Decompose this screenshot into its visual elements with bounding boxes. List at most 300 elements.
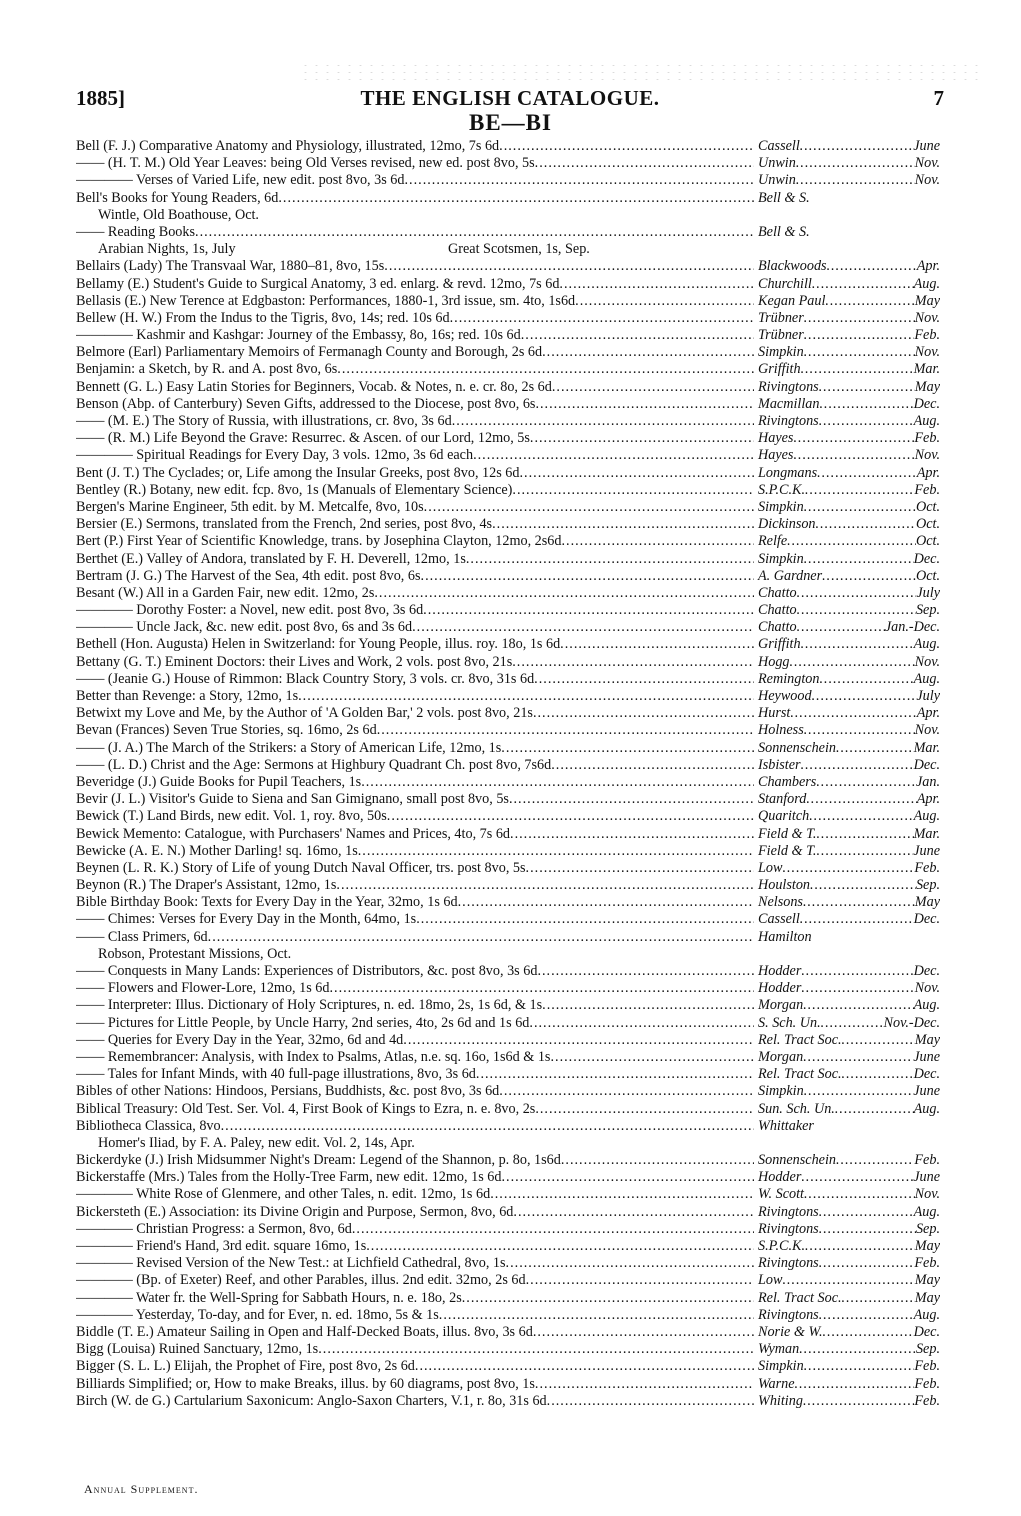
entry-main xyxy=(76,172,754,189)
entry-title: Benjamin: a Sketch, by R. and A. post 8vo, 6s xyxy=(76,361,338,378)
catalogue-entry xyxy=(76,636,940,653)
leader-dots xyxy=(542,344,754,361)
entry-main xyxy=(76,1135,776,1152)
leader-dots xyxy=(842,1032,915,1049)
entry-title-second: Great Scotsmen, 1s, Sep. xyxy=(448,241,590,258)
leader-dots xyxy=(842,1290,915,1307)
leader-dots xyxy=(804,310,915,327)
entry-main xyxy=(76,1066,754,1083)
publication-month: Jan.-Dec. xyxy=(884,619,940,636)
publisher-name: Relfe xyxy=(758,533,788,550)
publication-month: Aug. xyxy=(913,1100,940,1117)
leader-dots xyxy=(821,1015,884,1032)
leader-dots xyxy=(803,997,913,1014)
entry-title: Bickerstaffe (Mrs.) Tales from the Holly-Tree Farm, new edit. 12mo, 1s 6d xyxy=(76,1169,502,1186)
leader-dots xyxy=(501,740,754,757)
publisher-name: Macmillan xyxy=(758,395,820,412)
entry-publisher-column xyxy=(754,1152,940,1169)
publisher-name: Hayes xyxy=(758,430,794,447)
publication-month: Nov. xyxy=(914,447,940,464)
entry-publisher-column xyxy=(754,190,940,207)
entry-main xyxy=(76,1083,754,1100)
entry-main xyxy=(76,1307,754,1324)
leader-dots xyxy=(816,774,916,791)
leader-dots xyxy=(278,190,754,207)
leader-dots xyxy=(790,654,915,671)
catalogue-entry xyxy=(76,808,940,825)
publication-month: May xyxy=(914,1031,940,1048)
entry-main xyxy=(76,1376,754,1393)
catalogue-entry xyxy=(76,705,940,722)
entry-main xyxy=(76,722,754,739)
entry-publisher-column xyxy=(754,1118,940,1135)
publication-month: May xyxy=(914,1238,940,1254)
entry-main xyxy=(76,688,754,705)
publication-month: July xyxy=(916,688,940,704)
leader-dots xyxy=(510,826,754,843)
publication-month: Sep. xyxy=(915,602,940,619)
leader-dots xyxy=(533,705,754,722)
publisher-name: Field & T. xyxy=(758,842,817,859)
leader-dots xyxy=(534,671,754,688)
catalogue-entry xyxy=(76,207,940,224)
publisher-name: A. Gardner xyxy=(758,567,823,584)
publication-month: Feb. xyxy=(914,430,940,447)
catalogue-entry xyxy=(76,1393,940,1410)
catalogue-entry xyxy=(76,190,940,207)
publisher-name: Sonnenschein xyxy=(758,739,837,756)
leader-dots xyxy=(801,980,914,997)
entry-title: Bewick Memento: Catalogue, with Purchasers' Names and Prices, 4to, 7s 6d xyxy=(76,825,511,842)
entry-title: Belmore (Earl) Parliamentary Memoirs of Fermanagh County and Borough, 2s 6d xyxy=(76,344,543,361)
entry-publisher-column xyxy=(754,929,940,946)
catalogue-entry xyxy=(76,791,940,808)
leader-dots xyxy=(374,585,754,602)
leader-dots xyxy=(535,1376,754,1393)
publication-month: Nov. xyxy=(914,172,940,189)
entry-main xyxy=(76,155,754,172)
catalogue-entry xyxy=(76,568,940,585)
leader-dots xyxy=(561,533,754,550)
leader-dots xyxy=(800,911,914,928)
entry-title: Bewick (T.) Land Birds, new edit. Vol. 1, roy. 8vo, 50s xyxy=(76,808,387,825)
catalogue-entry xyxy=(76,774,940,791)
leader-dots xyxy=(812,688,917,705)
entry-main xyxy=(76,1118,754,1135)
publisher-name: Trübner xyxy=(758,309,804,326)
leader-dots xyxy=(336,877,754,894)
leader-dots xyxy=(819,1255,915,1272)
entry-main xyxy=(76,499,754,516)
leader-dots xyxy=(804,327,915,344)
publisher-name: Rivingtons xyxy=(758,1306,819,1323)
entry-publisher-column xyxy=(754,499,940,516)
publication-month: Aug. xyxy=(913,997,940,1014)
entry-title: Homer's Iliad, by F. A. Paley, new edit. Vol. 2, 14s, Apr. xyxy=(98,1134,415,1151)
entry-title: Biddle (T. E.) Amateur Sailing in Open and Half-Decked Boats, illus. 8vo, 3s 6d xyxy=(76,1323,533,1340)
entry-title: Beveridge (J.) Guide Books for Pupil Teachers, 1s xyxy=(76,773,362,790)
entry-main xyxy=(76,1049,754,1066)
leader-dots xyxy=(458,894,754,911)
entry-main xyxy=(76,860,754,877)
leader-dots xyxy=(804,1083,913,1100)
catalogue-entry xyxy=(76,258,940,275)
catalogue-entry xyxy=(76,1238,940,1255)
publication-month: Apr. xyxy=(916,791,940,808)
entry-main xyxy=(76,482,754,499)
publication-month: June xyxy=(913,842,940,859)
entry-main xyxy=(76,1015,754,1032)
entry-main xyxy=(76,241,754,258)
leader-dots xyxy=(537,963,754,980)
leader-dots xyxy=(799,1341,916,1358)
entry-main xyxy=(76,396,754,413)
catalogue-entry xyxy=(76,1135,940,1152)
leader-dots xyxy=(424,499,754,516)
entry-main xyxy=(76,929,754,946)
catalogue-entry xyxy=(76,1049,940,1066)
catalogue-entry xyxy=(76,1272,940,1289)
leader-dots xyxy=(195,224,754,241)
catalogue-entry xyxy=(76,224,940,241)
entry-main xyxy=(76,946,776,963)
publication-month: Nov. xyxy=(914,155,940,172)
publication-month: Feb. xyxy=(914,1392,940,1409)
leader-dots xyxy=(492,516,754,533)
entry-publisher-column xyxy=(754,740,940,757)
publication-month: Aug. xyxy=(913,275,940,292)
entry-main xyxy=(76,791,754,808)
entry-title: —— (M. E.) The Story of Russia, with illustrations, cr. 8vo, 3s 6d xyxy=(76,413,452,429)
publisher-name: Heywood xyxy=(758,688,812,704)
entry-publisher-column xyxy=(754,1272,940,1289)
catalogue-entry xyxy=(76,1255,940,1272)
leader-dots xyxy=(797,619,885,636)
entry-main xyxy=(76,551,754,568)
publication-month: Aug. xyxy=(913,636,940,653)
entry-title: ———— Water fr. the Well-Spring for Sabbath Hours, n. e. 18o, 2s xyxy=(76,1289,462,1306)
entry-title: ———— Revised Version of the New Test.: at Lichfield Cathedral, 8vo, 1s xyxy=(76,1255,506,1272)
publication-month: Dec. xyxy=(913,963,940,979)
leader-dots xyxy=(384,258,754,275)
entry-publisher-column xyxy=(754,1307,940,1324)
leader-dots xyxy=(512,482,754,499)
entry-publisher-column xyxy=(754,361,940,378)
entry-title: —— Flowers and Flower-Lore, 12mo, 1s 6d xyxy=(76,980,330,997)
leader-dots xyxy=(819,671,913,688)
entry-main xyxy=(76,447,754,464)
entry-title: Bellew (H. W.) From the Indus to the Tigris, 8vo, 14s; red. 10s 6d xyxy=(76,309,450,326)
leader-dots xyxy=(298,688,754,705)
publisher-name: Rivingtons xyxy=(758,413,819,429)
entry-publisher-column xyxy=(754,808,940,825)
publication-month: Oct. xyxy=(915,533,940,550)
leader-dots xyxy=(825,293,914,310)
entry-title: ———— Yesterday, To-day, and for Ever, n. ed. 18mo, 5s & 1s xyxy=(76,1306,439,1323)
entry-main xyxy=(76,224,754,241)
entry-title: Bickersteth (E.) Association: its Divine Origin and Purpose, Sermon, 8vo, 6d xyxy=(76,1203,514,1220)
entry-main xyxy=(76,1152,754,1169)
entry-main xyxy=(76,344,754,361)
catalogue-entry xyxy=(76,499,940,516)
entry-main xyxy=(76,826,754,843)
print-speckle xyxy=(300,62,980,82)
catalogue-entry xyxy=(76,447,940,464)
publisher-name: Simpkin xyxy=(758,344,804,361)
leader-dots xyxy=(329,980,754,997)
leader-dots xyxy=(526,1272,754,1289)
leader-dots xyxy=(782,860,914,877)
leader-dots xyxy=(559,276,754,293)
publisher-name: Churchill xyxy=(758,275,812,292)
leader-dots xyxy=(819,379,915,396)
publication-month: Mar. xyxy=(913,825,940,842)
leader-dots xyxy=(352,1221,754,1238)
entry-publisher-column xyxy=(754,1221,940,1238)
entry-publisher-column xyxy=(754,619,940,636)
catalogue-entry xyxy=(76,980,940,997)
leader-dots xyxy=(506,1255,754,1272)
publisher-name: Longmans xyxy=(758,464,818,481)
leader-dots xyxy=(800,138,913,155)
leader-dots xyxy=(795,1376,915,1393)
publisher-name: S. Sch. Un. xyxy=(758,1014,821,1031)
entry-publisher-column xyxy=(754,1290,940,1307)
entry-main xyxy=(76,1393,754,1410)
entry-publisher-column xyxy=(754,138,940,155)
catalogue-entry xyxy=(76,877,940,894)
entry-publisher-column xyxy=(754,1169,940,1186)
catalogue-entry xyxy=(76,757,940,774)
entry-publisher-column xyxy=(754,276,940,293)
publisher-name: Bell & S. xyxy=(758,223,810,240)
publisher-name: Hamilton xyxy=(758,928,812,945)
leader-dots xyxy=(542,997,754,1014)
entry-publisher-column xyxy=(754,533,940,550)
entry-title: Bell's Books for Young Readers, 6d xyxy=(76,189,279,206)
entry-title: Bent (J. T.) The Cyclades; or, Life among the Insular Greeks, post 8vo, 12s 6d xyxy=(76,464,520,481)
entry-title: Birch (W. de G.) Cartularium Saxonicum: Anglo-Saxon Charters, V.1, r. 8o, 31s 6d xyxy=(76,1392,547,1409)
entry-main xyxy=(76,430,754,447)
publication-month: Nov. xyxy=(914,1186,940,1203)
entry-title: —— Class Primers, 6d xyxy=(76,928,208,945)
entry-list xyxy=(76,138,940,1410)
publisher-name: Hayes xyxy=(758,447,794,464)
entry-title: —— (H. T. M.) Old Year Leaves: being Old Verses revised, new ed. post 8vo, 5s xyxy=(76,155,535,172)
leader-dots xyxy=(452,413,754,430)
publication-month: Nov. xyxy=(914,653,940,670)
entry-main xyxy=(76,1358,754,1375)
entry-publisher-column xyxy=(754,585,940,602)
entry-publisher-column xyxy=(754,1101,940,1118)
publisher-name: Rivingtons xyxy=(758,378,819,395)
entry-title: —— (L. D.) Christ and the Age: Sermons at Highbury Quadrant Ch. post 8vo, 7s6d xyxy=(76,756,552,773)
leader-dots xyxy=(412,619,754,636)
entry-publisher-column xyxy=(754,1015,940,1032)
catalogue-entry xyxy=(76,344,940,361)
entry-publisher-column xyxy=(776,207,940,224)
entry-publisher-column xyxy=(754,843,940,860)
catalogue-entry xyxy=(76,533,940,550)
entry-main xyxy=(76,877,754,894)
publication-month: Dec. xyxy=(913,1066,940,1083)
entry-title: —— (R. M.) Life Beyond the Grave: Resurrec. & Ascen. of our Lord, 12mo, 5s xyxy=(76,430,530,447)
running-header xyxy=(76,86,944,110)
entry-publisher-column xyxy=(754,860,940,877)
publication-month: Dec. xyxy=(913,1323,940,1340)
entry-title: Beynen (L. R. K.) Story of Life of young Dutch Naval Officer, trs. post 8vo, 5s xyxy=(76,859,526,876)
entry-main xyxy=(76,1169,754,1186)
leader-dots xyxy=(318,1341,754,1358)
entry-title: ———— Spiritual Readings for Every Day, 3 vols. 12mo, 3s 6d each xyxy=(76,447,474,464)
entry-title: —— Tales for Infant Minds, with 40 full-page illustrations, 8vo, 3s 6d xyxy=(76,1066,476,1083)
leader-dots xyxy=(366,1238,754,1255)
entry-main xyxy=(76,533,754,550)
leader-dots xyxy=(509,791,754,808)
entry-publisher-column xyxy=(754,551,940,568)
leader-dots xyxy=(819,1221,916,1238)
leader-dots xyxy=(466,551,754,568)
publication-month: Feb. xyxy=(914,1358,940,1375)
entry-publisher-column xyxy=(754,258,940,275)
catalogue-entry xyxy=(76,688,940,705)
publication-month: Aug. xyxy=(913,670,940,687)
leader-dots xyxy=(405,172,755,189)
entry-main xyxy=(76,1324,754,1341)
leader-dots xyxy=(547,1393,754,1410)
entry-publisher-column xyxy=(754,1341,940,1358)
publication-month: June xyxy=(913,138,940,154)
entry-main xyxy=(76,636,754,653)
publication-month: June xyxy=(913,1048,940,1065)
leader-dots xyxy=(358,843,754,860)
catalogue-entry xyxy=(76,241,940,258)
entry-title: Bettany (G. T.) Eminent Doctors: their Lives and Work, 2 vols. post 8vo, 21s xyxy=(76,653,513,670)
catalogue-entry xyxy=(76,740,940,757)
entry-title: Arabian Nights, 1s, July xyxy=(98,241,236,258)
entry-main xyxy=(76,1255,754,1272)
catalogue-entry xyxy=(76,860,940,877)
entry-main xyxy=(76,1101,754,1118)
entry-title: Betwixt my Love and Me, by the Author of 'A Golden Bar,' 2 vols. post 8vo, 21s xyxy=(76,705,533,722)
leader-dots xyxy=(490,1186,754,1203)
leader-dots xyxy=(501,1169,754,1186)
entry-title: Bennett (G. L.) Easy Latin Stories for Beginners, Vocab. & Notes, n. e. cr. 8o, 2s 6d xyxy=(76,378,552,395)
leader-dots xyxy=(421,568,754,585)
publisher-name: Hodder xyxy=(758,980,802,997)
leader-dots xyxy=(512,654,754,671)
catalogue-entry xyxy=(76,585,940,602)
publication-month: Feb. xyxy=(914,1255,940,1272)
publisher-name: Bell & S. xyxy=(758,189,810,206)
entry-main xyxy=(76,1290,754,1307)
catalogue-entry xyxy=(76,482,940,499)
entry-publisher-column xyxy=(754,894,940,911)
publication-month: Aug. xyxy=(913,1203,940,1220)
leader-dots xyxy=(552,379,754,396)
entry-publisher-column xyxy=(754,516,940,533)
entry-main xyxy=(76,1221,754,1238)
leader-dots xyxy=(790,705,916,722)
publication-month: Mar. xyxy=(913,361,940,378)
publisher-name: Morgan xyxy=(758,997,804,1014)
entry-title: ———— Christian Progress: a Sermon, 8vo, 6d xyxy=(76,1220,352,1237)
catalogue-entry xyxy=(76,1118,940,1135)
leader-dots xyxy=(560,636,754,653)
leader-dots xyxy=(387,808,754,825)
leader-dots xyxy=(819,1204,914,1221)
entry-title: Bergen's Marine Engineer, 5th edit. by M. Metcalfe, 8vo, 10s xyxy=(76,498,424,515)
leader-dots xyxy=(415,1358,754,1375)
entry-main xyxy=(76,740,754,757)
entry-title: Bellairs (Lady) The Transvaal War, 1880–81, 8vo, 15s xyxy=(76,258,385,275)
entry-main xyxy=(76,997,754,1014)
catalogue-entry xyxy=(76,1324,940,1341)
publisher-name: Hurst xyxy=(758,705,791,722)
entry-publisher-column xyxy=(754,327,940,344)
entry-main xyxy=(76,568,754,585)
leader-dots xyxy=(804,551,914,568)
leader-dots xyxy=(423,602,754,619)
leader-dots xyxy=(473,447,754,464)
publisher-name: Cassell xyxy=(758,911,800,928)
entry-title: —— Queries for Every Day in the Year, 32mo, 6d and 4d xyxy=(76,1031,404,1048)
catalogue-entry xyxy=(76,826,940,843)
entry-main xyxy=(76,413,754,430)
entry-main xyxy=(76,585,754,602)
publisher-name: Rivingtons xyxy=(758,1203,819,1220)
entry-publisher-column xyxy=(754,568,940,585)
entry-title: Bertram (J. G.) The Harvest of the Sea, 4th edit. post 8vo, 6s xyxy=(76,567,421,584)
leader-dots xyxy=(836,1152,914,1169)
entry-publisher-column xyxy=(754,877,940,894)
publisher-name: Blackwoods xyxy=(758,258,827,275)
catalogue-entry xyxy=(76,894,940,911)
catalogue-entry xyxy=(76,1032,940,1049)
publication-month: Dec. xyxy=(913,756,940,773)
publication-month: Feb. xyxy=(914,1152,940,1169)
entry-publisher-column xyxy=(754,482,940,499)
leader-dots xyxy=(462,1290,754,1307)
publication-month: Mar. xyxy=(913,739,940,756)
publisher-name: Quaritch xyxy=(758,808,810,825)
publisher-name: Simpkin xyxy=(758,1358,804,1375)
entry-title: ———— Dorothy Foster: a Novel, new edit. post 8vo, 3s 6d xyxy=(76,602,424,619)
publication-month: Apr. xyxy=(916,705,940,722)
entry-publisher-column xyxy=(754,911,940,928)
leader-dots xyxy=(801,361,914,378)
publisher-name: Chatto xyxy=(758,619,797,636)
entry-main xyxy=(76,1204,754,1221)
leader-dots xyxy=(561,1152,754,1169)
entry-publisher-column xyxy=(754,671,940,688)
publication-month: Feb. xyxy=(914,327,940,344)
leader-dots xyxy=(535,1101,754,1118)
footer-signature: Annual Supplement. xyxy=(84,1482,199,1496)
publisher-name: Whiting xyxy=(758,1392,803,1409)
catalogue-entry xyxy=(76,602,940,619)
publisher-name: Warne xyxy=(758,1375,795,1392)
entry-main xyxy=(76,1272,754,1289)
publisher-name: Hodder xyxy=(758,963,802,979)
publisher-name: Houlston xyxy=(758,877,811,894)
entry-title: —— Pictures for Little People, by Uncle Harry, 2nd series, 4to, 2s 6d and 1s 6d xyxy=(76,1014,530,1031)
publication-month: May xyxy=(914,894,940,911)
leader-dots xyxy=(819,396,913,413)
publisher-name: Rel. Tract Soc. xyxy=(758,1289,842,1306)
entry-publisher-column xyxy=(754,1049,940,1066)
publisher-name: Simpkin xyxy=(758,498,804,515)
